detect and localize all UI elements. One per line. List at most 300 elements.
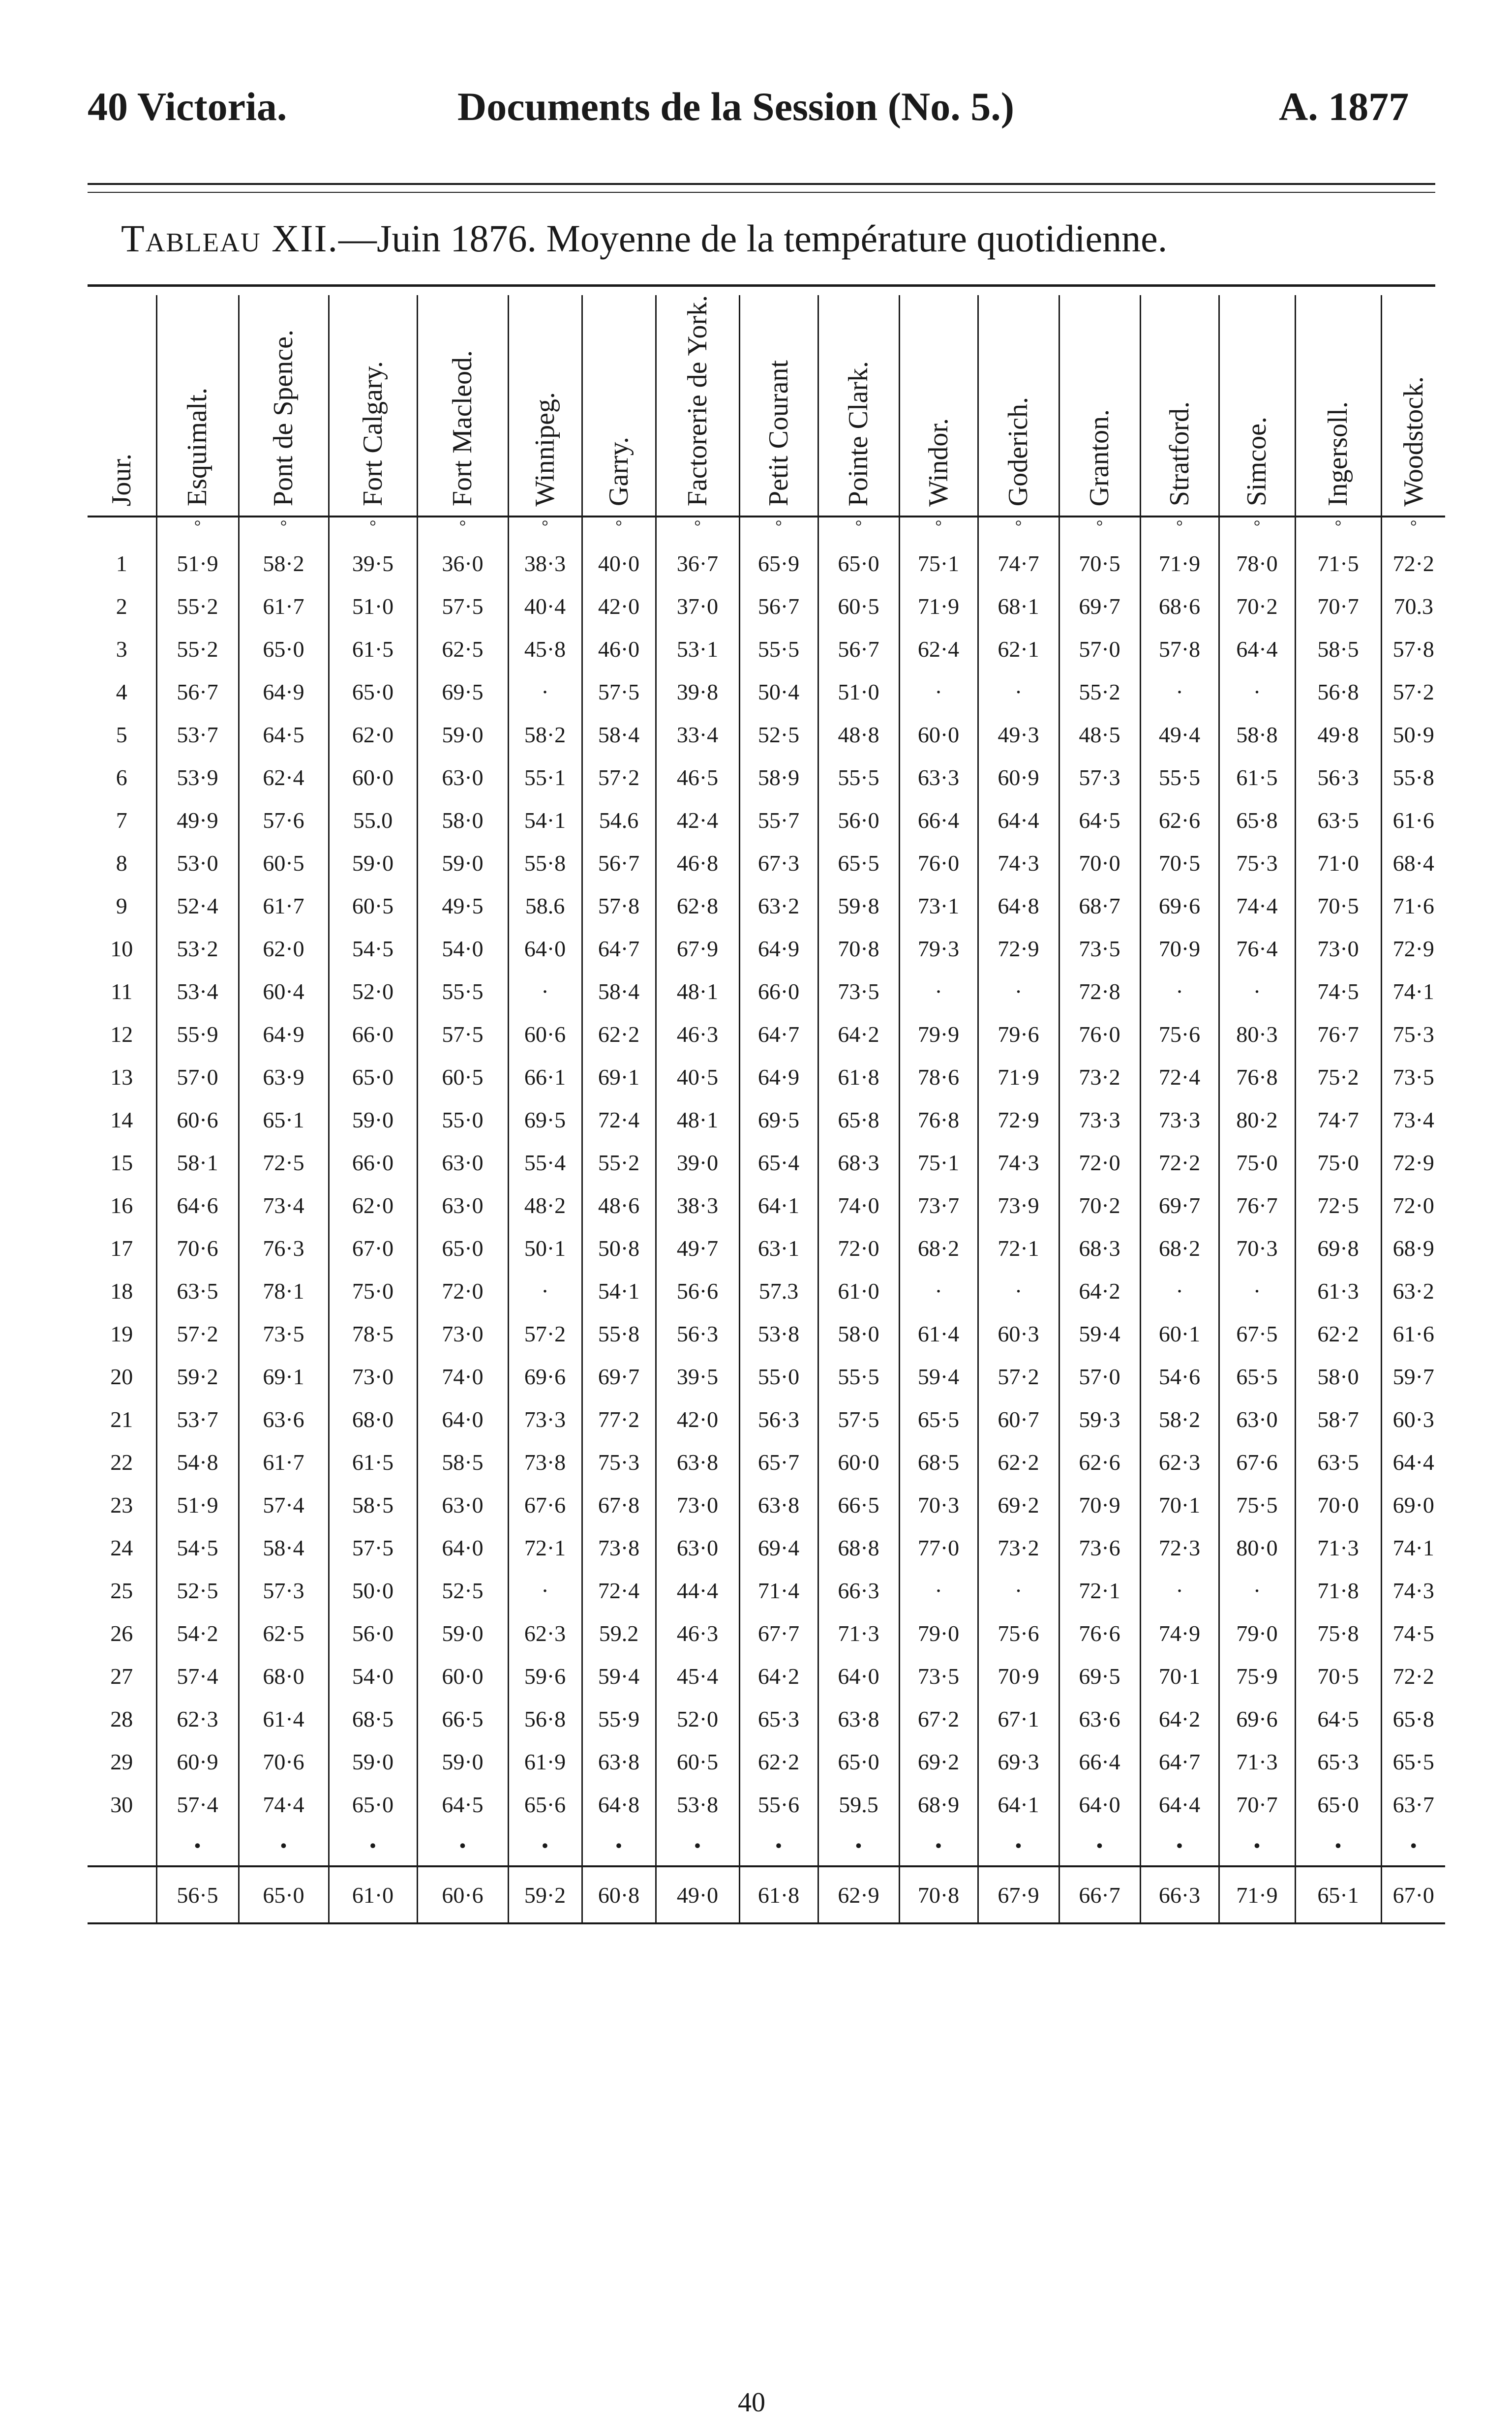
table-row bbox=[88, 670, 1445, 713]
temperature-cell: 56·3 bbox=[739, 1398, 818, 1441]
dot-cell: · bbox=[739, 1826, 818, 1866]
temperature-cell: 64·5 bbox=[239, 713, 329, 756]
temperature-cell: 67·0 bbox=[329, 1227, 417, 1270]
temperature-cell: 57·5 bbox=[417, 1013, 508, 1056]
temperature-cell: 52·5 bbox=[739, 713, 818, 756]
column-header-station bbox=[1140, 295, 1219, 517]
column-header-label: Fort Calgary. bbox=[357, 361, 388, 507]
table-rule-top bbox=[88, 284, 1435, 287]
temperature-cell: 74·5 bbox=[1381, 1612, 1445, 1655]
mean-cell: 56·5 bbox=[156, 1866, 239, 1923]
temperature-cell: 64·2 bbox=[739, 1655, 818, 1698]
header-edition: A. 1877 bbox=[1279, 84, 1409, 129]
temperature-cell: 59·4 bbox=[582, 1655, 656, 1698]
temperature-cell: 65·5 bbox=[1381, 1740, 1445, 1783]
temperature-cell: 79·0 bbox=[1219, 1612, 1295, 1655]
temperature-cell: 59·7 bbox=[1381, 1355, 1445, 1398]
temperature-cell: 58·5 bbox=[417, 1441, 508, 1484]
temperature-cell: 54·8 bbox=[156, 1441, 239, 1484]
temperature-cell: 65·0 bbox=[329, 1783, 417, 1826]
temperature-cell: 57·2 bbox=[156, 1312, 239, 1355]
temperature-cell: 69·3 bbox=[978, 1740, 1059, 1783]
temperature-cell: 53·4 bbox=[156, 970, 239, 1013]
temperature-cell: 78·0 bbox=[1219, 542, 1295, 585]
column-header-station bbox=[1219, 295, 1295, 517]
temperature-cell: 63·0 bbox=[417, 756, 508, 799]
temperature-cell: 57·0 bbox=[1059, 1355, 1140, 1398]
mean-cell: 59·2 bbox=[508, 1866, 582, 1923]
temperature-cell: 62·2 bbox=[739, 1740, 818, 1783]
temperature-cell: 78·6 bbox=[899, 1056, 978, 1098]
day-cell: 14 bbox=[110, 1107, 133, 1133]
day-cell: 30 bbox=[110, 1792, 133, 1818]
temperature-cell: 73·2 bbox=[1059, 1056, 1140, 1098]
temperature-cell: 51·9 bbox=[156, 1484, 239, 1526]
temperature-cell: 74·4 bbox=[1219, 884, 1295, 927]
temperature-cell: 52·4 bbox=[156, 884, 239, 927]
temperature-cell: 48·6 bbox=[582, 1184, 656, 1227]
table-row bbox=[88, 1655, 1445, 1698]
table-body bbox=[88, 517, 1445, 1923]
day-cell: 8 bbox=[116, 851, 127, 876]
temperature-cell: 54·6 bbox=[1140, 1355, 1219, 1398]
day-cell: 2 bbox=[116, 594, 127, 619]
temperature-cell: 59·4 bbox=[1059, 1312, 1140, 1355]
temperature-cell: 58·2 bbox=[239, 542, 329, 585]
temperature-cell: 57·8 bbox=[1140, 628, 1219, 670]
temperature-cell: 75·3 bbox=[1381, 1013, 1445, 1056]
temperature-cell: 62·3 bbox=[508, 1612, 582, 1655]
degree-cell: ° bbox=[1381, 517, 1445, 542]
column-header-station bbox=[656, 295, 739, 517]
temperature-cell: 56·7 bbox=[156, 670, 239, 713]
temperature-cell: 45·4 bbox=[656, 1655, 739, 1698]
temperature-cell: 68·4 bbox=[1381, 842, 1445, 884]
temperature-cell: 65·5 bbox=[899, 1398, 978, 1441]
temperature-cell: 65·4 bbox=[739, 1141, 818, 1184]
dot-cell: · bbox=[1059, 1826, 1140, 1866]
temperature-cell: 80·3 bbox=[1219, 1013, 1295, 1056]
temperature-cell: 58·5 bbox=[329, 1484, 417, 1526]
temperature-cell: 60·0 bbox=[899, 713, 978, 756]
temperature-cell: 72·0 bbox=[818, 1227, 899, 1270]
temperature-cell: 63·8 bbox=[818, 1698, 899, 1740]
temperature-cell: 66·0 bbox=[329, 1013, 417, 1056]
temperature-cell: 72·2 bbox=[1381, 542, 1445, 585]
table-row bbox=[88, 1740, 1445, 1783]
temperature-cell: 71·5 bbox=[1295, 542, 1381, 585]
temperature-cell: 68·2 bbox=[1140, 1227, 1219, 1270]
temperature-cell: 64·0 bbox=[417, 1526, 508, 1569]
temperature-cell: · bbox=[899, 1270, 978, 1312]
temperature-cell: 61·5 bbox=[329, 1441, 417, 1484]
temperature-cell: 69·5 bbox=[508, 1098, 582, 1141]
temperature-cell: 65·0 bbox=[329, 670, 417, 713]
temperature-cell: · bbox=[899, 1569, 978, 1612]
temperature-cell: 65·8 bbox=[818, 1098, 899, 1141]
table-row bbox=[88, 1612, 1445, 1655]
temperature-cell: 57·5 bbox=[329, 1526, 417, 1569]
temperature-cell: 69·2 bbox=[899, 1740, 978, 1783]
temperature-cell: 60·5 bbox=[417, 1056, 508, 1098]
temperature-cell: 61·0 bbox=[818, 1270, 899, 1312]
temperature-cell: 74·3 bbox=[978, 842, 1059, 884]
temperature-cell: · bbox=[899, 970, 978, 1013]
temperature-cell: 69·7 bbox=[582, 1355, 656, 1398]
temperature-cell: 73·0 bbox=[417, 1312, 508, 1355]
temperature-cell: 52·5 bbox=[156, 1569, 239, 1612]
temperature-cell: 64·7 bbox=[739, 1013, 818, 1056]
temperature-cell: 53·1 bbox=[656, 628, 739, 670]
temperature-cell: 46·0 bbox=[582, 628, 656, 670]
temperature-cell: 59·0 bbox=[329, 1098, 417, 1141]
temperature-cell: 42·0 bbox=[582, 585, 656, 628]
temperature-cell: 56·8 bbox=[1295, 670, 1381, 713]
temperature-cell: 59·0 bbox=[417, 1612, 508, 1655]
temperature-cell: 57·6 bbox=[239, 799, 329, 842]
temperature-cell: 78·5 bbox=[329, 1312, 417, 1355]
column-header-label: Petit Courant bbox=[763, 360, 794, 507]
temperature-cell: 75·5 bbox=[1219, 1484, 1295, 1526]
mean-cell: 61·0 bbox=[329, 1866, 417, 1923]
day-cell: 4 bbox=[116, 679, 127, 705]
page-number: 40 bbox=[738, 2387, 765, 2418]
temperature-cell: 68·0 bbox=[239, 1655, 329, 1698]
column-header-station bbox=[508, 295, 582, 517]
table-row bbox=[88, 1141, 1445, 1184]
temperature-cell: 69·5 bbox=[1059, 1655, 1140, 1698]
temperature-cell: 69·1 bbox=[239, 1355, 329, 1398]
temperature-cell: 62·2 bbox=[582, 1013, 656, 1056]
temperature-cell: 64·4 bbox=[1219, 628, 1295, 670]
temperature-cell: 55·1 bbox=[508, 756, 582, 799]
temperature-cell: 65·0 bbox=[239, 628, 329, 670]
temperature-cell: 60·0 bbox=[329, 756, 417, 799]
temperature-cell: · bbox=[899, 670, 978, 713]
temperature-cell: 66·5 bbox=[417, 1698, 508, 1740]
temperature-cell: 70·9 bbox=[978, 1655, 1059, 1698]
temperature-cell: 55·0 bbox=[417, 1098, 508, 1141]
day-cell: 13 bbox=[110, 1064, 133, 1090]
temperature-cell: 73·3 bbox=[1140, 1098, 1219, 1141]
temperature-cell: 53·8 bbox=[739, 1312, 818, 1355]
mean-cell: 65·0 bbox=[239, 1866, 329, 1923]
temperature-cell: 55·5 bbox=[417, 970, 508, 1013]
dot-cell: · bbox=[656, 1826, 739, 1866]
temperature-cell: 58·5 bbox=[1295, 628, 1381, 670]
degree-cell: ° bbox=[239, 517, 329, 542]
temperature-cell: 55·2 bbox=[582, 1141, 656, 1184]
temperature-cell: 73·5 bbox=[1381, 1056, 1445, 1098]
header-rule-top bbox=[88, 183, 1435, 185]
temperature-cell: 40·4 bbox=[508, 585, 582, 628]
temperature-cell: 44·4 bbox=[656, 1569, 739, 1612]
day-cell: 23 bbox=[110, 1492, 133, 1518]
temperature-cell: 68·1 bbox=[978, 585, 1059, 628]
temperature-cell: 63·5 bbox=[1295, 799, 1381, 842]
temperature-cell: 60·6 bbox=[508, 1013, 582, 1056]
table-row bbox=[88, 1484, 1445, 1526]
column-header-station bbox=[818, 295, 899, 517]
temperature-cell: 67·5 bbox=[1219, 1312, 1295, 1355]
temperature-cell: 55·6 bbox=[739, 1783, 818, 1826]
temperature-cell: 58·2 bbox=[1140, 1398, 1219, 1441]
temperature-cell: 57·5 bbox=[582, 670, 656, 713]
temperature-cell: 57·4 bbox=[156, 1655, 239, 1698]
column-header-label: Esquimalt. bbox=[182, 388, 213, 507]
temperature-cell: 72·1 bbox=[508, 1526, 582, 1569]
temperature-cell: 59·2 bbox=[156, 1355, 239, 1398]
temperature-cell: 63·8 bbox=[739, 1484, 818, 1526]
temperature-cell: 58·4 bbox=[239, 1526, 329, 1569]
temperature-cell: 63·5 bbox=[1295, 1441, 1381, 1484]
temperature-cell: 37·0 bbox=[656, 585, 739, 628]
day-cell bbox=[88, 517, 156, 542]
temperature-cell: 67·6 bbox=[1219, 1441, 1295, 1484]
temperature-cell: 57·8 bbox=[582, 884, 656, 927]
temperature-cell: 57·5 bbox=[417, 585, 508, 628]
temperature-cell: 74·3 bbox=[1381, 1569, 1445, 1612]
temperature-cell: · bbox=[1219, 970, 1295, 1013]
degree-cell: ° bbox=[899, 517, 978, 542]
temperature-cell: 71·3 bbox=[818, 1612, 899, 1655]
temperature-cell: 57·2 bbox=[1381, 670, 1445, 713]
temperature-cell: 50·9 bbox=[1381, 713, 1445, 756]
temperature-cell: 62·0 bbox=[329, 713, 417, 756]
temperature-cell: 70·0 bbox=[1295, 1484, 1381, 1526]
temperature-cell: 60·3 bbox=[978, 1312, 1059, 1355]
table-row bbox=[88, 799, 1445, 842]
table-row bbox=[88, 1569, 1445, 1612]
temperature-cell: 57·4 bbox=[239, 1484, 329, 1526]
temperature-cell: 55·5 bbox=[739, 628, 818, 670]
temperature-cell: 76·0 bbox=[1059, 1013, 1140, 1056]
table-row bbox=[88, 1698, 1445, 1740]
temperature-cell: 75·0 bbox=[329, 1270, 417, 1312]
temperature-cell: 71·4 bbox=[739, 1569, 818, 1612]
day-cell: 20 bbox=[110, 1364, 133, 1390]
degree-cell: ° bbox=[739, 517, 818, 542]
mean-cell: 66·7 bbox=[1059, 1866, 1140, 1923]
table-row bbox=[88, 1783, 1445, 1826]
temperature-cell: · bbox=[1140, 970, 1219, 1013]
column-header-label: Ingersoll. bbox=[1323, 401, 1354, 507]
column-header-label: Jour. bbox=[106, 453, 137, 507]
temperature-cell: 69·7 bbox=[1140, 1184, 1219, 1227]
temperature-cell: 54.6 bbox=[582, 799, 656, 842]
temperature-cell: 38·3 bbox=[508, 542, 582, 585]
temperature-cell: 54·0 bbox=[329, 1655, 417, 1698]
temperature-cell: 58·4 bbox=[582, 713, 656, 756]
table-row bbox=[88, 542, 1445, 585]
mean-cell: 70·8 bbox=[899, 1866, 978, 1923]
temperature-cell: 67·1 bbox=[978, 1698, 1059, 1740]
temperature-cell: · bbox=[508, 670, 582, 713]
temperature-cell: 56·3 bbox=[656, 1312, 739, 1355]
temperature-cell: 63·8 bbox=[656, 1441, 739, 1484]
temperature-cell: 49·4 bbox=[1140, 713, 1219, 756]
dot-cell: · bbox=[899, 1826, 978, 1866]
temperature-cell: 65·9 bbox=[739, 542, 818, 585]
temperature-cell: 64·9 bbox=[239, 1013, 329, 1056]
temperature-cell: 57·3 bbox=[239, 1569, 329, 1612]
day-cell: 24 bbox=[110, 1535, 133, 1561]
temperature-cell: 61·5 bbox=[1219, 756, 1295, 799]
temperature-cell: 48·1 bbox=[656, 970, 739, 1013]
temperature-cell: 74·0 bbox=[417, 1355, 508, 1398]
temperature-cell: 68·3 bbox=[1059, 1227, 1140, 1270]
column-header-label: Winnipeg. bbox=[529, 392, 560, 507]
temperature-cell: 79·6 bbox=[978, 1013, 1059, 1056]
table-caption: —Juin 1876. Moyenne de la température quotidienne. bbox=[338, 217, 1168, 260]
temperature-cell: 48·5 bbox=[1059, 713, 1140, 756]
temperature-cell: 60·5 bbox=[329, 884, 417, 927]
temperature-cell: 75·0 bbox=[1219, 1141, 1295, 1184]
temperature-cell: 64·0 bbox=[417, 1398, 508, 1441]
temperature-cell: 70·3 bbox=[899, 1484, 978, 1526]
temperature-cell: 68·5 bbox=[899, 1441, 978, 1484]
temperature-cell: 59·8 bbox=[818, 884, 899, 927]
temperature-cell: 63·2 bbox=[739, 884, 818, 927]
temperature-cell: 62·8 bbox=[656, 884, 739, 927]
temperature-cell: 56·3 bbox=[1295, 756, 1381, 799]
temperature-cell: 60·0 bbox=[818, 1441, 899, 1484]
temperature-cell: 70·0 bbox=[1059, 842, 1140, 884]
temperature-cell: 70·5 bbox=[1295, 884, 1381, 927]
temperature-cell: 58·9 bbox=[739, 756, 818, 799]
temperature-cell: 65·1 bbox=[239, 1098, 329, 1141]
temperature-cell: 55·2 bbox=[156, 585, 239, 628]
temperature-cell: 70·1 bbox=[1140, 1484, 1219, 1526]
temperature-cell: 76·7 bbox=[1219, 1184, 1295, 1227]
temperature-cell: 42·4 bbox=[656, 799, 739, 842]
temperature-cell: 46·3 bbox=[656, 1013, 739, 1056]
temperature-cell: 76·8 bbox=[1219, 1056, 1295, 1098]
temperature-cell: 76·7 bbox=[1295, 1013, 1381, 1056]
temperature-cell: 79·3 bbox=[899, 927, 978, 970]
column-header-label: Stratford. bbox=[1164, 401, 1195, 507]
dot-cell: · bbox=[508, 1826, 582, 1866]
temperature-cell: 76·3 bbox=[239, 1227, 329, 1270]
temperature-cell: 52·5 bbox=[417, 1569, 508, 1612]
temperature-cell: 73·5 bbox=[239, 1312, 329, 1355]
temperature-cell: 69·7 bbox=[1059, 585, 1140, 628]
temperature-cell: 60·0 bbox=[417, 1655, 508, 1698]
header-title: Documents de la Session (No. 5.) bbox=[457, 84, 1015, 129]
temperature-cell: 57.3 bbox=[739, 1270, 818, 1312]
temperature-cell: 56·7 bbox=[818, 628, 899, 670]
column-header-label: Garry. bbox=[603, 437, 634, 507]
temperature-cell: 55·5 bbox=[818, 756, 899, 799]
temperature-cell: 64·0 bbox=[508, 927, 582, 970]
day-cell: 7 bbox=[116, 808, 127, 833]
table-row bbox=[88, 1098, 1445, 1141]
temperature-cell: 69·5 bbox=[739, 1098, 818, 1141]
temperature-cell: 72·9 bbox=[1381, 927, 1445, 970]
column-header-station bbox=[417, 295, 508, 517]
temperature-cell: 64·4 bbox=[1140, 1783, 1219, 1826]
temperature-cell: 67·7 bbox=[739, 1612, 818, 1655]
temperature-cell: 68·5 bbox=[329, 1698, 417, 1740]
temperature-cell: 73·1 bbox=[899, 884, 978, 927]
temperature-cell: 55·2 bbox=[156, 628, 239, 670]
table-row bbox=[88, 1355, 1445, 1398]
temperature-cell: 67·9 bbox=[656, 927, 739, 970]
table-row bbox=[88, 1526, 1445, 1569]
column-header-label: Fort Macleod. bbox=[447, 350, 478, 507]
temperature-cell: 63·0 bbox=[417, 1484, 508, 1526]
temperature-cell: 55·4 bbox=[508, 1141, 582, 1184]
temperature-cell: 68·8 bbox=[818, 1526, 899, 1569]
temperature-cell: 38·3 bbox=[656, 1184, 739, 1227]
temperature-cell: 66·0 bbox=[739, 970, 818, 1013]
degree-cell: ° bbox=[1219, 517, 1295, 542]
temperature-cell: 66·3 bbox=[818, 1569, 899, 1612]
temperature-cell: 66·1 bbox=[508, 1056, 582, 1098]
header-rule-bottom bbox=[88, 192, 1435, 193]
temperature-cell: 64·7 bbox=[582, 927, 656, 970]
temperature-cell: 80·2 bbox=[1219, 1098, 1295, 1141]
temperature-cell: 73·3 bbox=[508, 1398, 582, 1441]
temperature-cell: 62·2 bbox=[1295, 1312, 1381, 1355]
temperature-cell: · bbox=[508, 1569, 582, 1612]
temperature-cell: 61·5 bbox=[329, 628, 417, 670]
temperature-cell: 65·0 bbox=[1295, 1783, 1381, 1826]
temperature-cell: 64·8 bbox=[978, 884, 1059, 927]
temperature-cell: · bbox=[508, 970, 582, 1013]
temperature-cell: 58·1 bbox=[156, 1141, 239, 1184]
temperature-cell: 63·6 bbox=[1059, 1698, 1140, 1740]
dot-cell: · bbox=[417, 1826, 508, 1866]
temperature-cell: 69·2 bbox=[978, 1484, 1059, 1526]
table-row bbox=[88, 628, 1445, 670]
day-cell: 19 bbox=[110, 1321, 133, 1347]
day-cell bbox=[88, 1866, 156, 1923]
temperature-cell: 54·5 bbox=[329, 927, 417, 970]
temperature-cell: 53·7 bbox=[156, 1398, 239, 1441]
temperature-cell: 59.2 bbox=[582, 1612, 656, 1655]
mean-cell: 71·9 bbox=[1219, 1866, 1295, 1923]
temperature-cell: 33·4 bbox=[656, 713, 739, 756]
dot-cell: · bbox=[818, 1826, 899, 1866]
temperature-cell: 58·4 bbox=[582, 970, 656, 1013]
temperature-cell: 70·6 bbox=[156, 1227, 239, 1270]
day-cell: 29 bbox=[110, 1749, 133, 1775]
temperature-cell: 72·3 bbox=[1140, 1526, 1219, 1569]
temperature-cell: 55·8 bbox=[582, 1312, 656, 1355]
temperature-cell: 74·3 bbox=[978, 1141, 1059, 1184]
temperature-cell: 65·0 bbox=[818, 542, 899, 585]
degree-cell: ° bbox=[156, 517, 239, 542]
temperature-cell: 46·3 bbox=[656, 1612, 739, 1655]
table-row bbox=[88, 842, 1445, 884]
temperature-cell: 74·1 bbox=[1381, 1526, 1445, 1569]
temperature-cell: 64·9 bbox=[739, 1056, 818, 1098]
temperature-cell: 72·1 bbox=[1059, 1569, 1140, 1612]
degree-cell: ° bbox=[1140, 517, 1219, 542]
temperature-cell: 73·3 bbox=[1059, 1098, 1140, 1141]
temperature-cell: 76·8 bbox=[899, 1098, 978, 1141]
temperature-cell: 75·2 bbox=[1295, 1056, 1381, 1098]
temperature-cell: 68·9 bbox=[1381, 1227, 1445, 1270]
table-row bbox=[88, 884, 1445, 927]
temperature-cell: 56·0 bbox=[329, 1612, 417, 1655]
temperature-cell: 63·3 bbox=[899, 756, 978, 799]
temperature-cell: 36·0 bbox=[417, 542, 508, 585]
temperature-cell: 49·9 bbox=[156, 799, 239, 842]
temperature-cell: 73·0 bbox=[1295, 927, 1381, 970]
temperature-cell: 62·6 bbox=[1140, 799, 1219, 842]
